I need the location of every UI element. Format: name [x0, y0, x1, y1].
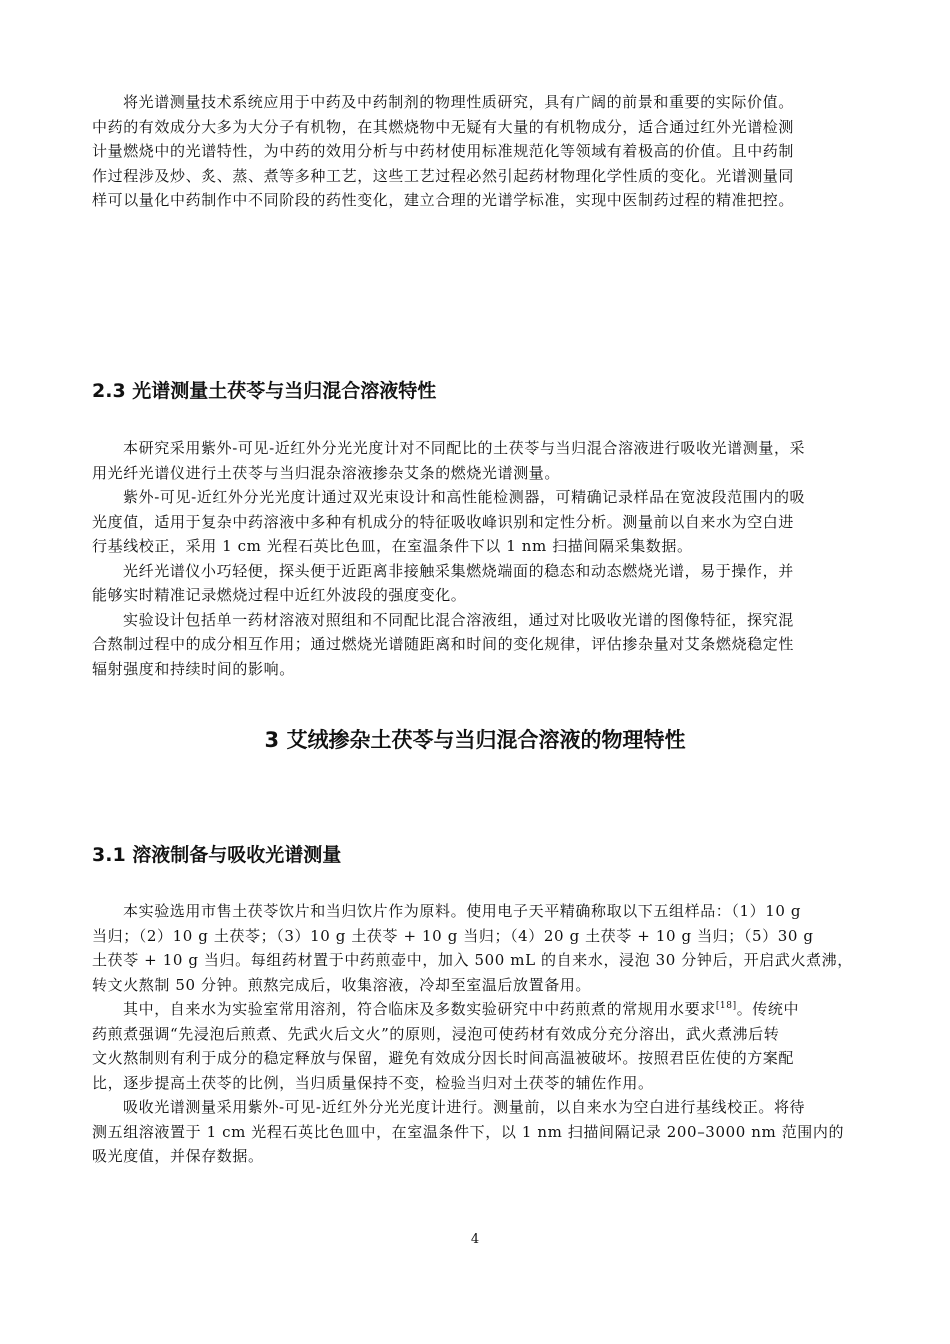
text-line: 光度值，适用于复杂中药溶液中多种有机成分的特征吸收峰识别和定性分析。测量前以自来水为空白进 — [92, 512, 795, 531]
text-line: 药煎煮强调“先浸泡后煎煮、先武火后文火”的原则，浸泡可使药材有效成分充分溶出，武火煮沸后转 — [92, 1024, 780, 1043]
text-line: 文火熬制则有利于成分的稳定释放与保留，避免有效成分因长时间高温被破坏。按照君臣佐使的方案配 — [92, 1049, 795, 1067]
text-line: 紫外-可见-近红外分光光度计通过双光束设计和高性能检测器，可精确记录样品在宽波段范围内的吸 — [123, 488, 806, 506]
text-line: 中药的有效成分大多为大分子有机物，在其燃烧物中无疑有大量的有机物成分，适合通过红外光谱检测 — [92, 117, 795, 136]
text-line: 本研究采用紫外-可见-近红外分光光度计对不同配比的土茯苓与当归混合溶液进行吸收光谱测量，采 — [123, 439, 806, 457]
chapter-3-heading: 3 艾绒掺杂土茯苓与当归混合溶液的物理特性 — [264, 728, 686, 752]
text-line: 测五组溶液置于 1 cm 光程石英比色皿中，在室温条件下，以 1 nm 扫描间隔记录 200–3000 nm 范围内的 — [92, 1122, 845, 1141]
text-line: 辐射强度和持续时间的影响。 — [92, 659, 295, 678]
section-3-1-heading: 3.1 溶液制备与吸收光谱测量 — [92, 844, 342, 866]
text-line — [92, 997, 862, 1022]
text-line: 本实验选用市售土茯苓饮片和当归饮片作为原料。使用电子天平精确称取以下五组样品：（1）10 g — [123, 902, 802, 920]
text-line: 行基线校正，采用 1 cm 光程石英比色皿，在室温条件下以 1 nm 扫描间隔采集数据。 — [92, 537, 693, 555]
text-span: 。传统中 — [736, 1000, 800, 1018]
text-span: 其中，自来水为实验室常用溶剂，符合临床及多数实验研究中中药煎煮的常规用水要求 — [123, 1000, 716, 1018]
text-line: 将光谱测量技术系统应用于中药及中药制剂的物理性质研究，具有广阔的前景和重要的实际价值。 — [123, 93, 794, 111]
text-line: 合熬制过程中的成分相互作用；通过燃烧光谱随距离和时间的变化规律，评估掺杂量对艾条燃烧稳定性 — [92, 635, 795, 653]
text-line: 能够实时精准记录燃烧过程中近红外波段的强度变化。 — [92, 586, 467, 604]
text-line: 用光纤光谱仪进行土茯苓与当归混杂溶液掺杂艾条的燃烧光谱测量。 — [92, 463, 561, 482]
text-line: 吸收光谱测量采用紫外-可见-近红外分光光度计进行。测量前，以自来水为空白进行基线校正。将待 — [123, 1098, 806, 1116]
page-number: 4 — [470, 1232, 480, 1247]
citation-reference: [18] — [715, 1001, 737, 1011]
text-line: 土茯苓 + 10 g 当归。每组药材置于中药煎壶中，加入 500 mL 的自来水，浸泡 30 分钟后，开启武火煮沸， — [92, 951, 853, 969]
text-line: 样可以量化中药制作中不同阶段的药性变化，建立合理的光谱学标准，实现中医制药过程的精准把控。 — [92, 191, 795, 209]
text-line: 比，逐步提高土茯苓的比例，当归质量保持不变，检验当归对土茯苓的辅佐作用。 — [92, 1073, 654, 1092]
section-2-3-heading: 2.3 光谱测量土茯苓与当归混合溶液特性 — [92, 380, 437, 402]
section-3-1-body — [92, 899, 862, 1169]
text-line: 当归；（2）10 g 土茯苓；（3）10 g 土茯苓 + 10 g 当归；（4）20 g 土茯苓 + 10 g 当归；（5）30 g — [92, 926, 814, 945]
text-line: 作过程涉及炒、炙、蒸、煮等多种工艺，这些工艺过程必然引起药材物理化学性质的变化。光谱测量同 — [92, 166, 795, 185]
intro-paragraph — [92, 90, 862, 213]
text-line: 计量燃烧中的光谱特性，为中药的效用分析与中药材使用标准规范化等领域有着极高的价值。且中药制 — [92, 142, 795, 160]
section-2-3-body — [92, 436, 862, 681]
text-line: 光纤光谱仪小巧轻便，探头便于近距离非接触采集燃烧端面的稳态和动态燃烧光谱，易于操作，并 — [123, 561, 794, 580]
text-line: 实验设计包括单一药材溶液对照组和不同配比混合溶液组，通过对比吸收光谱的图像特征，探究混 — [123, 610, 794, 629]
text-line: 转文火熬制 50 分钟。煎熬完成后，收集溶液，冷却至室温后放置备用。 — [92, 975, 592, 994]
text-line: 吸光度值，并保存数据。 — [92, 1147, 264, 1165]
